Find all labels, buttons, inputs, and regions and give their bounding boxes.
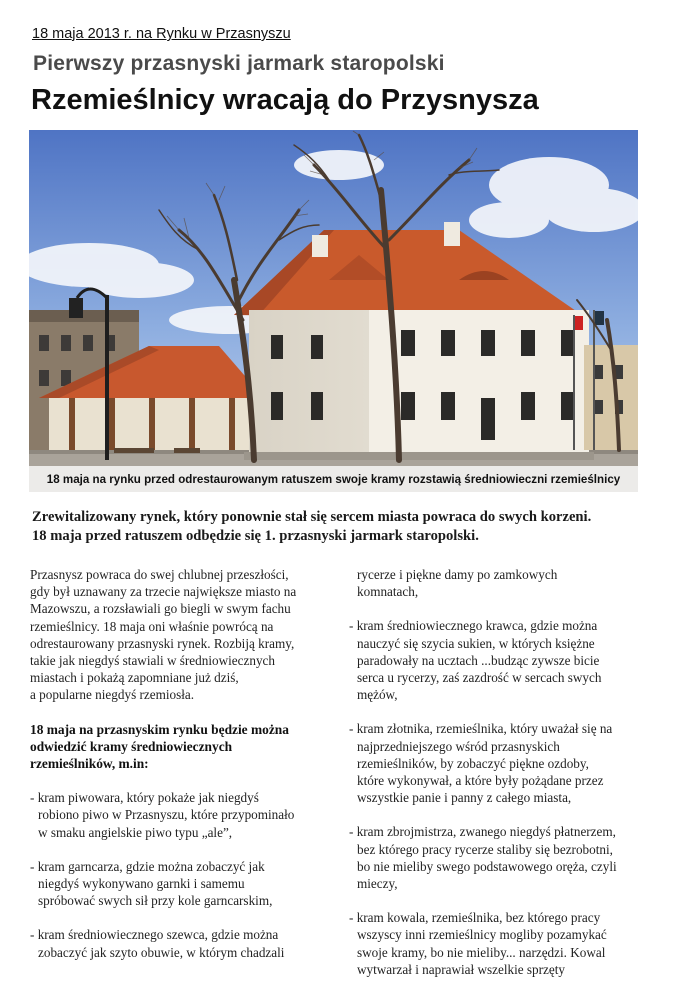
list-item	[30, 858, 330, 910]
item-line: mieczy,	[357, 876, 398, 892]
item-line: - kram piwowara, który pokaże jak niegdyś	[30, 790, 259, 806]
right-column	[349, 566, 649, 978]
subhead-line: rzemieślników, m.in:	[30, 756, 149, 772]
item-line: - kram średniowiecznego krawca, gdzie można	[349, 618, 598, 634]
item-line: - kram złotnika, rzemieślnika, który uważał się na	[349, 721, 613, 737]
intro-line: takie jak niegdyś stawiali w średniowiecznych	[30, 653, 275, 669]
intro-line: Przasnysz powraca do swej chlubnej przeszłości,	[30, 567, 289, 582]
lead-paragraph	[32, 508, 644, 546]
photo-caption: 18 maja na rynku przed odrestaurowanym ratuszem swoje kramy rozstawią średniowieczni rzemieślnicy	[29, 466, 638, 492]
item-line: komnatach,	[357, 584, 419, 600]
subhead-line: odwiedzić kramy średniowiecznych	[30, 738, 233, 754]
item-line: robiono piwo w Przasnyszu, które przypominało	[38, 807, 295, 823]
intro-line: miastach i pokażą zapomniane już dziś,	[30, 670, 239, 686]
item-line: wytwarzał i naprawiał wszelkie sprzęty	[357, 961, 565, 977]
list-item-continued	[349, 566, 649, 600]
item-line: serca u rycerzy, zaś zazdrość w sercach swych	[357, 670, 602, 686]
item-line: rzemieślników, by zobaczyć piękne ozdoby,	[357, 755, 589, 771]
item-line: nauczyć się szycia sukien, w których księżne	[357, 635, 595, 651]
list-item	[30, 789, 330, 841]
item-line: - kram zbrojmistrza, zwanego niegdyś płatnerzem,	[349, 824, 616, 840]
intro-line: Mazowszu, a rozsławiali go biegli w swym fachu	[30, 601, 291, 617]
item-line: wszyscy inni rzemieślnicy mogliby pozamykać	[357, 927, 607, 943]
left-column	[30, 566, 330, 961]
list-item	[30, 926, 330, 960]
town-hall-illustration	[29, 130, 638, 492]
item-line: zobaczyć jak szyto obuwie, w którym chadzali	[38, 944, 285, 960]
item-line: - kram garncarza, gdzie można zobaczyć jak	[30, 858, 265, 874]
item-line: wszystkie panie i panny z całego miasta,	[357, 790, 572, 806]
item-line: bez którego pracy rycerze staliby się bezrobotni,	[357, 841, 613, 857]
subhead-line: 18 maja na przasnyskim rynku będzie można	[30, 721, 289, 737]
kicker-title: Pierwszy przasnyski jarmark staropolski	[33, 52, 445, 75]
lead-line: Zrewitalizowany rynek, który ponownie stał się sercem miasta powraca do swych korzeni.	[32, 509, 592, 525]
intro-paragraph	[30, 566, 330, 704]
item-line: paradowały na ucztach ...budząc zywsze bicie	[357, 652, 600, 668]
item-line: najprzedniejszego wśród przasnyskich	[357, 738, 560, 754]
item-line: spróbować swych sił przy kole garncarskim,	[38, 893, 273, 909]
dateline: 18 maja 2013 r. na Rynku w Przasnyszu	[32, 26, 291, 42]
list-item	[349, 617, 649, 703]
intro-line: odrestaurowany przasnyski rynek. Rozbiją kramy,	[30, 635, 295, 651]
list-item	[349, 823, 649, 892]
intro-line: gdy był uznawany za trzecie największe miasto na	[30, 584, 297, 600]
headline: Rzemieślnicy wracają do Przysnysza	[31, 84, 539, 116]
list-item	[349, 720, 649, 806]
lead-line: 18 maja przed ratuszem odbędzie się 1. przasnyski jarmark staropolski.	[32, 528, 479, 544]
item-line: - kram średniowiecznego szewca, gdzie można	[30, 927, 279, 943]
item-line: bo nie mieliby swego podstawowego oręża, czyli	[357, 858, 617, 874]
item-line: które wykonywał, a które były pożądane przez	[357, 773, 604, 789]
item-line: - kram kowala, rzemieślnika, bez którego pracy	[349, 910, 601, 926]
list-item	[349, 909, 649, 978]
item-line: w smaku angielskie piwo typu „ale”,	[38, 824, 233, 840]
section-subhead	[30, 721, 330, 773]
item-line: swoje kramy, bo nie mieliby... narzędzi. Kowal	[357, 944, 606, 960]
item-line: niegdyś wykonywano garnki i samemu	[38, 876, 245, 892]
town-hall-photo	[29, 130, 638, 492]
intro-line: a popularne niegdyś rzemiosła.	[30, 687, 195, 703]
item-line: rycerze i piękne damy po zamkowych	[357, 567, 558, 582]
intro-line: rzemieślnicy. 18 maja oni właśnie powrócą na	[30, 618, 274, 634]
item-line: mężów,	[357, 687, 398, 703]
